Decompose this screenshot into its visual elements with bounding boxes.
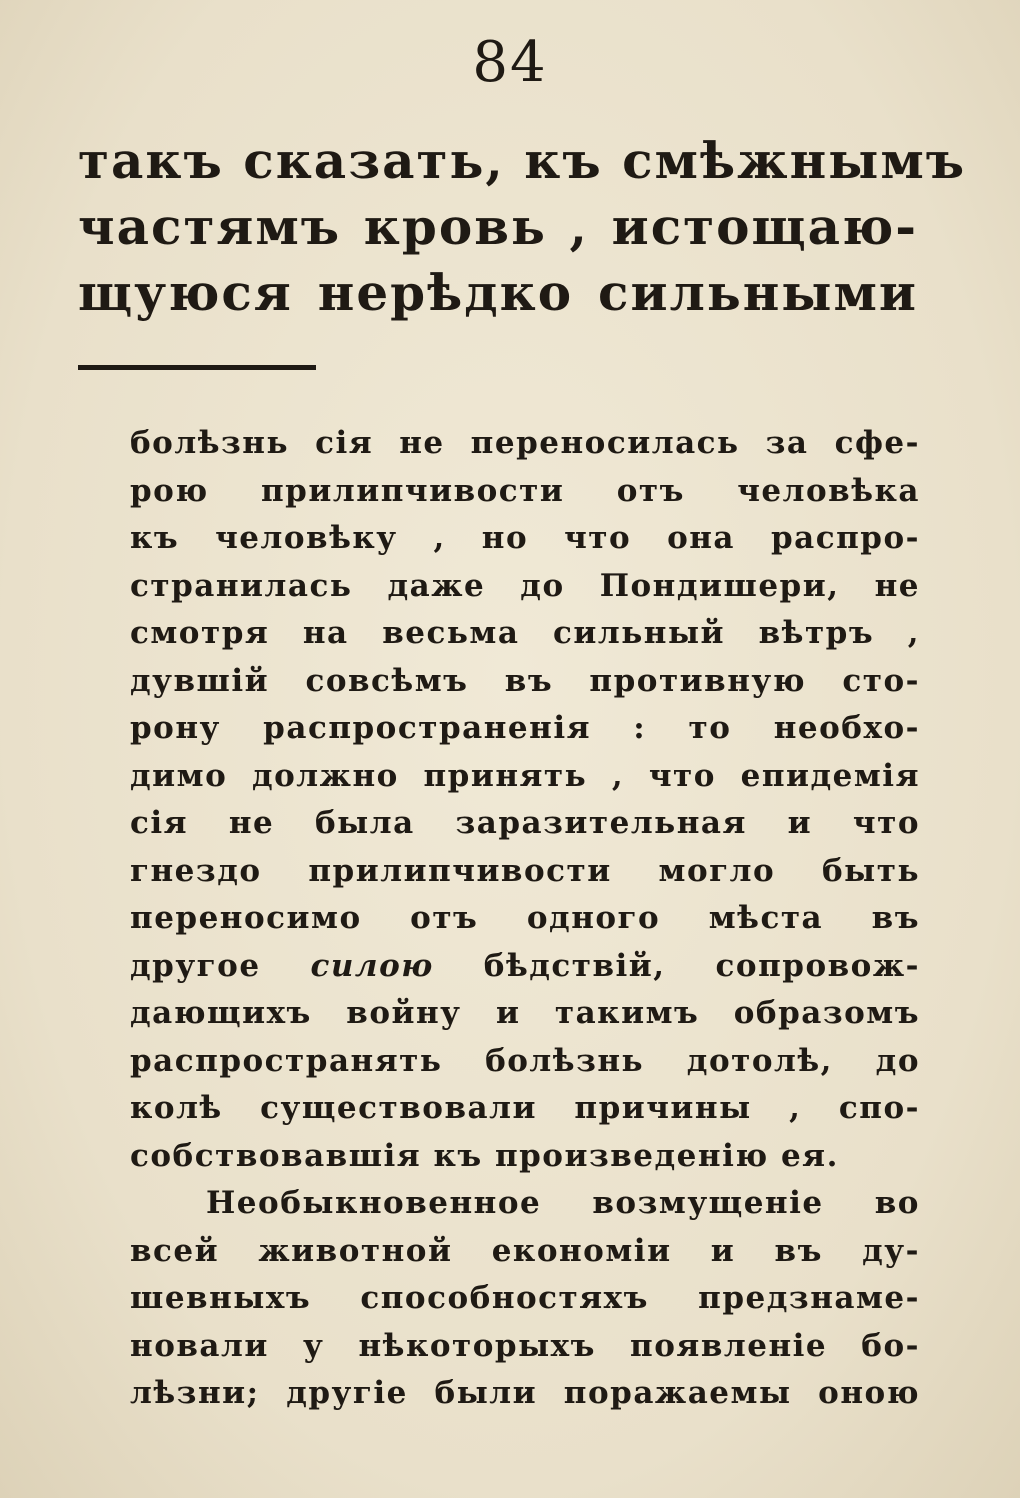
footnote-line: рону распространенія : то необхо- [130,710,920,746]
footnote-line: смотря на весьма сильный вѣтръ , [130,615,920,651]
footnote-separator [78,365,316,370]
main-text-line: такъ сказать, къ смѣжнымъ [78,131,967,190]
page-number: 84 [472,30,548,95]
footnote-line: болѣзнь сія не переносилась за сфе- [130,425,920,461]
footnote-line: дувшій совсѣмъ въ противную сто- [130,662,920,699]
footnote-line: сія не была заразительная и что [130,805,920,841]
footnote-line: всей животной економіи и въ ду- [130,1232,920,1269]
footnote-line-with-italic [130,943,920,991]
footnote-line: гнездо прилипчивости могло быть [130,852,920,889]
footnote-line: шевныхъ способностяхъ предзнаме- [130,1280,920,1316]
footnote-line: распространять болѣзнь дотолѣ, до [130,1042,920,1079]
footnote-line: колѣ существовали причины , спо- [130,1090,920,1126]
footnote-line: дающихъ войну и такимъ образомъ [130,995,920,1031]
footnote-paragraph-start: Необыкновенное возмущеніе во [206,1185,920,1221]
main-text-line: щуюся нерѣдко сильными [78,263,918,322]
footnote-line: лѣзни; другіе были поражаемы оною [130,1375,920,1411]
footnote-line: странилась даже до Пондишери, не [130,567,920,604]
footnote-line: переносимо отъ одного мѣста въ [130,900,920,936]
main-text [78,128,967,326]
footnote-line: собствовавшія къ произведенію ея. [130,1137,839,1174]
footnote-line: рою прилипчивости отъ человѣка [130,472,920,509]
footnote-text: другое [130,947,311,984]
footnote-italic-word: силою [310,947,434,984]
footnote-text: бѣдствій, сопровож- [433,947,920,984]
footnote-line: новали у нѣкоторыхъ появленіе бо- [130,1327,920,1364]
footnote-line: къ человѣку , но что она распро- [130,520,920,556]
main-text-line: частямъ кровь , истощаю- [78,197,918,256]
footnote-line: димо должно принять , что епидемія [130,757,920,794]
footnote [130,420,920,1418]
